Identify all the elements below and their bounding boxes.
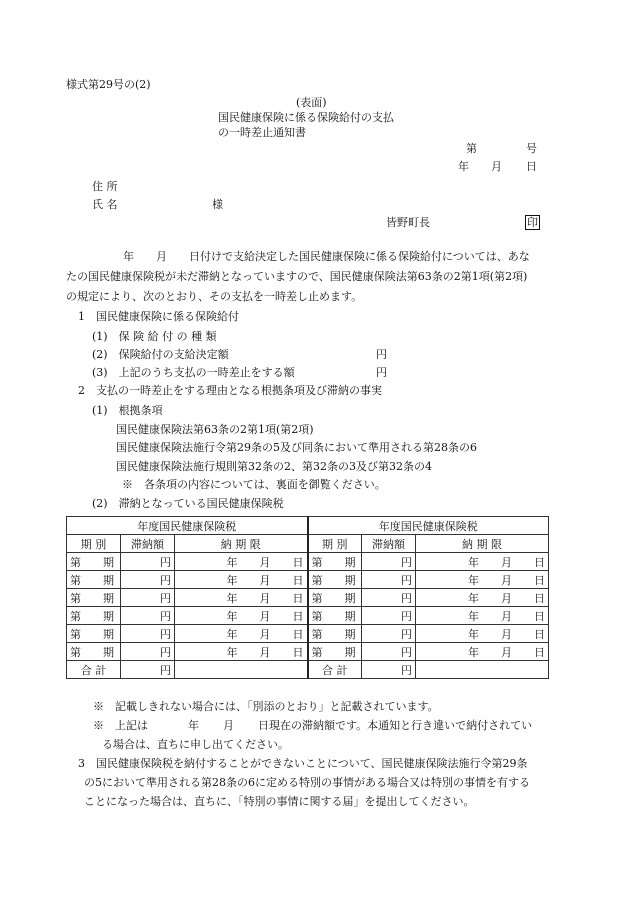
period-dai: 第 bbox=[311, 591, 323, 605]
section1-item3: (3) 上記のうち支払の一時差止をする額 bbox=[92, 366, 295, 379]
amount-yen: 円 bbox=[160, 591, 171, 605]
intro-month: 月 bbox=[156, 250, 167, 263]
deadline-cell-left bbox=[175, 625, 308, 643]
period-ki: 期 bbox=[344, 627, 356, 641]
clause-1: 国民健康保険法第63条の2第1項(第2項) bbox=[116, 423, 314, 436]
section3-line-3: ことになった場合は、直ちに、「特別の事情に関する届」を提出してください。 bbox=[84, 795, 475, 808]
deadline-day: 日 bbox=[292, 555, 304, 569]
section2-sub1: (1) 根拠条項 bbox=[92, 404, 163, 417]
period-ki: 期 bbox=[103, 609, 114, 623]
note-2-prefix: ※ 上記は bbox=[93, 719, 148, 732]
deadline-day: 日 bbox=[292, 573, 304, 587]
period-dai: 第 bbox=[70, 555, 81, 569]
period-dai: 第 bbox=[70, 573, 81, 587]
deadline-month: 月 bbox=[501, 609, 512, 623]
amount-yen: 円 bbox=[160, 609, 171, 623]
deadline-cell-right bbox=[416, 625, 549, 643]
deadline-year: 年 bbox=[226, 591, 238, 605]
period-cell-right bbox=[308, 625, 362, 643]
group-header-right: 年度国民健康保険税 bbox=[308, 517, 549, 535]
period-cell-right bbox=[308, 607, 362, 625]
name-label: 氏 名 bbox=[92, 198, 118, 211]
amount-cell-right bbox=[362, 607, 416, 625]
deadline-day: 日 bbox=[292, 591, 304, 605]
total-yen-right: 円 bbox=[362, 661, 416, 679]
amount-cell-left bbox=[121, 553, 175, 571]
deadline-month: 月 bbox=[501, 573, 512, 587]
note-2-line-1 bbox=[93, 719, 532, 732]
period-cell-left bbox=[67, 625, 121, 643]
honorific: 様 bbox=[212, 198, 223, 211]
amount-yen: 円 bbox=[401, 591, 412, 605]
note-1: ※ 記載しきれない場合には、「別添のとおり」と記載されています。 bbox=[93, 700, 439, 713]
deadline-year: 年 bbox=[468, 573, 479, 587]
period-cell-left bbox=[67, 571, 121, 589]
section3-line-2: の5において準用される第28条の6に定める特別の事情がある場合又は特別の事情を有する bbox=[84, 776, 530, 789]
clause-2: 国民健康保険法施行令第29条の5及び同条において準用される第28条の6 bbox=[116, 441, 477, 454]
section1-item3-unit: 円 bbox=[376, 366, 387, 379]
deadline-day: 日 bbox=[534, 609, 545, 623]
col-amount-right: 滞納額 bbox=[362, 535, 416, 553]
deadline-cell-right bbox=[416, 553, 549, 571]
intro-line-3: の規定により、次のとおり、その支払を一時差し止めます。 bbox=[66, 290, 363, 303]
amount-cell-right bbox=[362, 589, 416, 607]
period-cell-right bbox=[308, 643, 362, 661]
deadline-month: 月 bbox=[259, 609, 271, 623]
table-row bbox=[67, 589, 549, 607]
deadline-day: 日 bbox=[292, 645, 304, 659]
note-2-year: 年 bbox=[188, 719, 199, 732]
amount-cell-left bbox=[121, 589, 175, 607]
period-ki: 期 bbox=[103, 645, 114, 659]
deadline-cell-right bbox=[416, 571, 549, 589]
period-ki: 期 bbox=[103, 627, 114, 641]
period-cell-left bbox=[67, 643, 121, 661]
amount-cell-left bbox=[121, 643, 175, 661]
period-ki: 期 bbox=[344, 609, 356, 623]
deadline-cell-left bbox=[175, 553, 308, 571]
amount-cell-right bbox=[362, 643, 416, 661]
intro-rest: 日付けで支給決定した国民健康保険に係る保険給付については、あな bbox=[189, 250, 530, 263]
deadline-year: 年 bbox=[226, 627, 238, 641]
number-go: 号 bbox=[526, 142, 537, 155]
deadline-month: 月 bbox=[501, 591, 512, 605]
deadline-month: 月 bbox=[501, 555, 512, 569]
deadline-year: 年 bbox=[468, 609, 479, 623]
amount-cell-left bbox=[121, 625, 175, 643]
section1-item2: (2) 保険給付の支給決定額 bbox=[92, 348, 229, 361]
period-ki: 期 bbox=[344, 573, 356, 587]
deadline-cell-right bbox=[416, 643, 549, 661]
deadline-day: 日 bbox=[292, 627, 304, 641]
col-deadline-left: 納 期 限 bbox=[175, 535, 308, 553]
deadline-day: 日 bbox=[534, 627, 545, 641]
table-column-header-row bbox=[67, 535, 549, 553]
deadline-month: 月 bbox=[259, 591, 271, 605]
period-cell-right bbox=[308, 571, 362, 589]
deadline-cell-left bbox=[175, 589, 308, 607]
intro-line-2: たの国民健康保険税が未だ滞納となっていますので、国民健康保険法第63条の2第1項(第2項) bbox=[66, 270, 528, 283]
intro-line-1 bbox=[123, 250, 530, 263]
note-2-line-2: る場合は、直ちに申し出てください。 bbox=[102, 738, 289, 751]
group-header-left: 年度国民健康保険税 bbox=[67, 517, 308, 535]
section1-heading: 1 国民健康保険に係る保険給付 bbox=[78, 310, 239, 323]
note-2-month: 月 bbox=[223, 719, 234, 732]
amount-yen: 円 bbox=[401, 627, 412, 641]
total-blank-right bbox=[416, 661, 549, 679]
amount-yen: 円 bbox=[160, 645, 171, 659]
deadline-day: 日 bbox=[534, 555, 545, 569]
number-dai: 第 bbox=[466, 142, 477, 155]
deadline-day: 日 bbox=[292, 609, 304, 623]
date-year: 年 bbox=[458, 160, 469, 173]
section1-item2-unit: 円 bbox=[376, 348, 387, 361]
deadline-year: 年 bbox=[226, 609, 238, 623]
deadline-day: 日 bbox=[534, 591, 545, 605]
amount-cell-left bbox=[121, 607, 175, 625]
table-row bbox=[67, 607, 549, 625]
address-label: 住 所 bbox=[92, 180, 118, 193]
deadline-month: 月 bbox=[259, 573, 271, 587]
col-amount-left: 滞納額 bbox=[121, 535, 175, 553]
deadline-year: 年 bbox=[468, 555, 479, 569]
amount-yen: 円 bbox=[160, 627, 171, 641]
deadline-cell-left bbox=[175, 607, 308, 625]
table-row bbox=[67, 553, 549, 571]
date-month: 月 bbox=[491, 160, 502, 173]
period-cell-left bbox=[67, 589, 121, 607]
section2-sub2: (2) 滞納となっている国民健康保険税 bbox=[92, 497, 284, 510]
deadline-month: 月 bbox=[501, 645, 512, 659]
period-cell-right bbox=[308, 589, 362, 607]
period-dai: 第 bbox=[311, 609, 323, 623]
form-number: 様式第29号の(2) bbox=[66, 78, 151, 91]
deadline-year: 年 bbox=[226, 645, 238, 659]
amount-cell-right bbox=[362, 553, 416, 571]
amount-cell-left bbox=[121, 571, 175, 589]
amount-yen: 円 bbox=[160, 555, 171, 569]
amount-cell-right bbox=[362, 571, 416, 589]
period-dai: 第 bbox=[70, 591, 81, 605]
total-label-left: 合 計 bbox=[67, 661, 121, 679]
deadline-cell-right bbox=[416, 607, 549, 625]
amount-yen: 円 bbox=[401, 573, 412, 587]
deadline-month: 月 bbox=[259, 627, 271, 641]
period-ki: 期 bbox=[103, 573, 114, 587]
deadline-cell-left bbox=[175, 643, 308, 661]
period-ki: 期 bbox=[103, 591, 114, 605]
side-label: (表面) bbox=[296, 96, 327, 109]
period-dai: 第 bbox=[311, 645, 323, 659]
title-line-2: の一時差止通知書 bbox=[218, 126, 306, 139]
deadline-year: 年 bbox=[468, 591, 479, 605]
intro-year: 年 bbox=[123, 250, 134, 263]
section3-line-1: 3 国民健康保険税を納付することができないことについて、国民健康保険法施行令第29条 bbox=[78, 757, 528, 770]
period-cell-left bbox=[67, 607, 121, 625]
period-ki: 期 bbox=[344, 555, 356, 569]
col-period-right: 期 別 bbox=[308, 535, 362, 553]
section1-item1: (1) 保 険 給 付 の 種 類 bbox=[92, 330, 217, 343]
amount-cell-right bbox=[362, 625, 416, 643]
table-total-row bbox=[67, 661, 549, 679]
period-dai: 第 bbox=[311, 573, 323, 587]
col-deadline-right: 納 期 限 bbox=[416, 535, 549, 553]
deadline-year: 年 bbox=[468, 645, 479, 659]
deadline-cell-right bbox=[416, 589, 549, 607]
deadline-month: 月 bbox=[259, 645, 271, 659]
deadline-year: 年 bbox=[226, 555, 238, 569]
amount-yen: 円 bbox=[160, 573, 171, 587]
clause-3: 国民健康保険法施行規則第32条の2、第32条の3及び第32条の4 bbox=[116, 460, 432, 473]
period-ki: 期 bbox=[344, 591, 356, 605]
period-dai: 第 bbox=[70, 609, 81, 623]
period-ki: 期 bbox=[103, 555, 114, 569]
issuer: 皆野町長 bbox=[386, 216, 430, 229]
total-blank-left bbox=[175, 661, 308, 679]
deadline-year: 年 bbox=[226, 573, 238, 587]
deadline-day: 日 bbox=[534, 645, 545, 659]
date-day: 日 bbox=[526, 160, 537, 173]
period-dai: 第 bbox=[70, 645, 81, 659]
period-dai: 第 bbox=[70, 627, 81, 641]
note-2-rest: 日現在の滞納額です。本通知と行き違いで納付されてい bbox=[258, 719, 533, 732]
col-period-left: 期 別 bbox=[67, 535, 121, 553]
table-group-header-row bbox=[67, 517, 549, 535]
deadline-month: 月 bbox=[501, 627, 512, 641]
amount-yen: 円 bbox=[401, 555, 412, 569]
period-cell-left bbox=[67, 553, 121, 571]
deadline-cell-left bbox=[175, 571, 308, 589]
period-dai: 第 bbox=[311, 627, 323, 641]
seal-mark: 印 bbox=[527, 216, 538, 229]
amount-yen: 円 bbox=[401, 609, 412, 623]
clause-note: ※ 各条項の内容については、裏面を御覧ください。 bbox=[122, 478, 386, 491]
amount-yen: 円 bbox=[401, 645, 412, 659]
arrears-table bbox=[66, 516, 549, 679]
total-label-right: 合 計 bbox=[308, 661, 362, 679]
period-cell-right bbox=[308, 553, 362, 571]
title-line-1: 国民健康保険に係る保険給付の支払 bbox=[218, 111, 394, 124]
period-dai: 第 bbox=[311, 555, 323, 569]
period-ki: 期 bbox=[344, 645, 356, 659]
total-yen-left: 円 bbox=[121, 661, 175, 679]
section2-heading: 2 支払の一時差止をする理由となる根拠条項及び滞納の事実 bbox=[78, 384, 382, 397]
deadline-year: 年 bbox=[468, 627, 479, 641]
table-row bbox=[67, 571, 549, 589]
table-row bbox=[67, 643, 549, 661]
table-row bbox=[67, 625, 549, 643]
deadline-month: 月 bbox=[259, 555, 271, 569]
deadline-day: 日 bbox=[534, 573, 545, 587]
